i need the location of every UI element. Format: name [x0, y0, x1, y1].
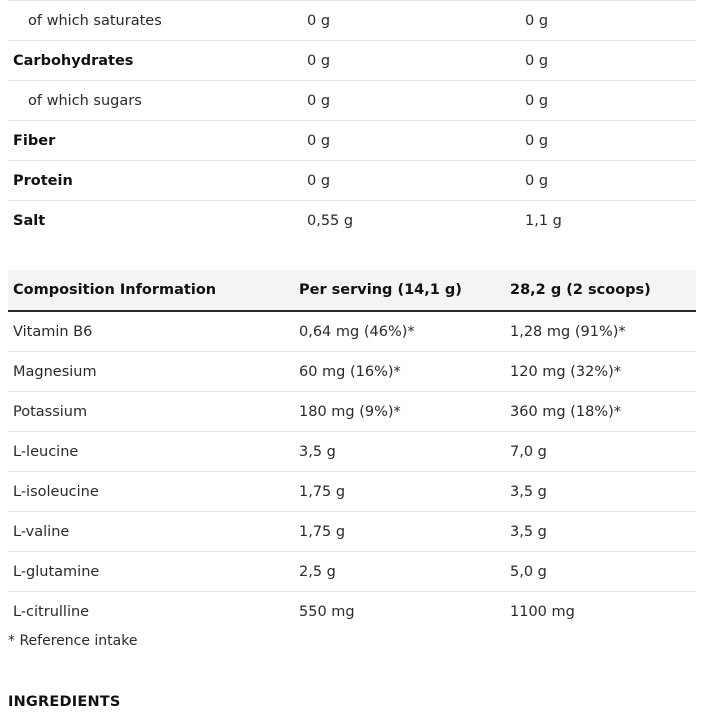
per-serving-value: 0 g	[307, 41, 525, 81]
ingredients-heading: INGREDIENTS	[8, 694, 121, 710]
per-serving-value: 180 mg (9%)*	[299, 392, 510, 432]
per-two-scoops-value: 3,5 g	[510, 512, 696, 552]
per-two-scoops-value: 7,0 g	[510, 432, 696, 472]
per-serving-value: 0 g	[307, 161, 525, 201]
per-two-scoops-value: 3,5 g	[510, 472, 696, 512]
table-row	[8, 552, 696, 592]
column-header-composition: Composition Information	[8, 270, 299, 311]
per-two-scoops-value: 1,1 g	[525, 212, 562, 229]
ingredient-name: Potassium	[8, 392, 299, 432]
per-serving-value: 3,5 g	[299, 432, 510, 472]
table-row	[8, 41, 696, 81]
table-row	[8, 161, 696, 201]
nutrient-name: of which sugars	[8, 81, 307, 121]
per-serving-value: 60 mg (16%)*	[299, 352, 510, 392]
per-serving-value: 1,75 g	[299, 512, 510, 552]
table-header-row	[8, 270, 696, 311]
ingredient-name: L-glutamine	[8, 552, 299, 592]
nutrient-name: Salt	[13, 212, 46, 229]
per-serving-value: 550 mg	[299, 603, 355, 620]
composition-table	[8, 270, 696, 631]
per-two-scoops-value: 0 g	[525, 41, 696, 81]
table-row	[8, 81, 696, 121]
ingredient-name: L-leucine	[8, 432, 299, 472]
ingredient-name: Vitamin B6	[8, 311, 299, 352]
table-row	[8, 311, 696, 352]
per-two-scoops-value: 360 mg (18%)*	[510, 392, 696, 432]
per-two-scoops-value: 0 g	[525, 121, 696, 161]
nutrient-name: Fiber	[8, 121, 307, 161]
table-row	[8, 352, 696, 392]
per-serving-value: 0 g	[307, 81, 525, 121]
ingredient-name: Magnesium	[8, 352, 299, 392]
per-two-scoops-value: 5,0 g	[510, 552, 696, 592]
table-row	[8, 512, 696, 552]
ingredient-name: L-citrulline	[13, 603, 90, 620]
per-two-scoops-value: 0 g	[525, 81, 696, 121]
column-header-per-serving: Per serving (14,1 g)	[299, 270, 510, 311]
ingredient-name: L-isoleucine	[8, 472, 299, 512]
nutrient-name: Carbohydrates	[8, 41, 307, 81]
nutrient-name: of which saturates	[8, 1, 307, 41]
column-header-two-scoops: 28,2 g (2 scoops)	[510, 270, 696, 311]
per-two-scoops-value: 0 g	[525, 161, 696, 201]
per-two-scoops-value: 1100 mg	[510, 603, 575, 620]
table-row	[8, 432, 696, 472]
per-two-scoops-value: 1,28 mg (91%)*	[510, 311, 696, 352]
per-two-scoops-value: 120 mg (32%)*	[510, 352, 696, 392]
nutrient-name: Protein	[8, 161, 307, 201]
per-serving-value: 0 g	[307, 1, 525, 41]
table-row	[8, 472, 696, 512]
table-row	[8, 392, 696, 432]
per-serving-value: 2,5 g	[299, 552, 510, 592]
nutrition-table	[8, 0, 696, 240]
reference-intake-footnote: * Reference intake	[8, 633, 138, 649]
per-two-scoops-value: 0 g	[525, 1, 696, 41]
ingredient-name: L-valine	[8, 512, 299, 552]
per-serving-value: 0,55 g	[307, 212, 354, 229]
table-row	[8, 592, 696, 632]
table-row	[8, 121, 696, 161]
table-row	[8, 201, 696, 241]
per-serving-value: 1,75 g	[299, 472, 510, 512]
per-serving-value: 0,64 mg (46%)*	[299, 311, 510, 352]
table-row	[8, 1, 696, 41]
nutrition-page	[8, 0, 696, 710]
per-serving-value: 0 g	[307, 121, 525, 161]
